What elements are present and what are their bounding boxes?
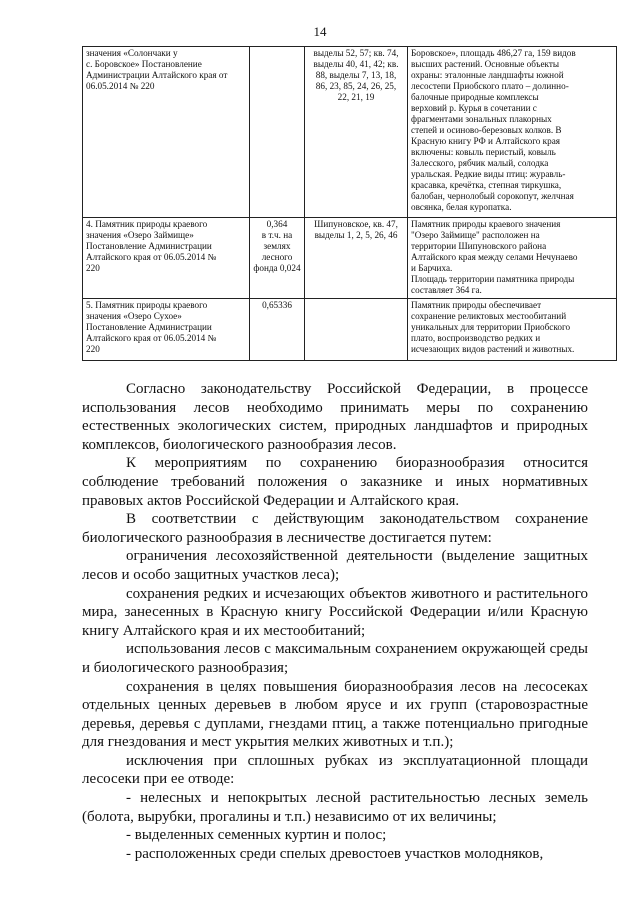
page-number: 14 xyxy=(313,24,327,39)
table-cell-name xyxy=(83,47,250,218)
cell-line: составляет 364 га. xyxy=(411,285,482,295)
cell-line: выделы 52, 57; кв. 74, xyxy=(313,48,399,58)
paragraph: К мероприятиям по сохранению биоразнообразия относится соблюдение требований положения о заказнике и иных нормативных правовых актов Российской Федерации и Алтайского края. xyxy=(82,455,588,509)
cell-line: уникальных для территории Приобского xyxy=(411,322,571,332)
table-cell-description xyxy=(408,47,617,218)
table-cell-location xyxy=(305,218,408,299)
cell-line: Администрации Алтайского края от xyxy=(86,70,228,80)
cell-line: Алтайского края от 06.05.2014 № xyxy=(86,333,217,343)
cell-line: 220 xyxy=(86,344,100,354)
cell-line: 4. Памятник природы краевого xyxy=(86,219,208,229)
list-item: - расположенных среди спелых древостоев участков молодняков, xyxy=(126,845,544,862)
cell-line: выделы 1, 2, 5, 26, 46 xyxy=(314,230,398,240)
cell-line: охраны: эталонные ландшафты южной xyxy=(411,70,564,80)
protected-areas-table xyxy=(82,46,617,361)
cell-line: Алтайского края между селами Нечунаево xyxy=(411,252,578,262)
cell-line: лесостепи Приобского плато – долинно- xyxy=(411,81,569,91)
paragraph: исключения при сплошных рубках из эксплуатационной площади лесосеки при ее отводе: xyxy=(82,752,588,788)
table-cell-name xyxy=(83,299,250,361)
cell-line: территории Шипуновского района xyxy=(411,241,547,251)
list-item: - нелесных и непокрытых лесной растительностью лесных земель (болота, вырубки, прогалины и т.п.) независимо от их величины; xyxy=(82,790,588,825)
cell-line: исчезающих видов растений и животных. xyxy=(411,344,575,354)
cell-line: включены: ковыль перистый, ковыль xyxy=(411,147,556,157)
cell-line: Боровское», площадь 486,27 га, 159 видов xyxy=(411,48,576,58)
cell-line: Шипуновское, кв. 47, xyxy=(314,219,398,229)
table-cell-location xyxy=(305,299,408,361)
cell-line: лесного xyxy=(261,252,293,262)
paragraph: ограничения лесохозяйственной деятельности (выделение защитных лесов и особо защитных участков леса); xyxy=(82,548,588,583)
cell-line: "Озеро Займище" расположен на xyxy=(411,230,540,240)
table-cell-name xyxy=(83,218,250,299)
cell-line: землях xyxy=(263,241,291,251)
cell-line: фрагментами зональных плакорных xyxy=(411,114,552,124)
cell-line: высших растений. Основные объекты xyxy=(411,59,560,69)
cell-line: Алтайского края от 06.05.2014 № xyxy=(86,252,217,262)
cell-line: и Барчиха. xyxy=(411,263,453,273)
cell-line: Постановление Администрации xyxy=(86,322,212,332)
table-cell-area xyxy=(250,47,305,218)
cell-line: с. Боровское» Постановление xyxy=(86,59,202,69)
table-row xyxy=(83,218,617,299)
cell-line: выделы 40, 41, 42; кв. xyxy=(313,59,399,69)
table-cell-area xyxy=(250,299,305,361)
cell-line: 220 xyxy=(86,263,100,273)
table-cell-description xyxy=(408,299,617,361)
paragraph: В соответствии с действующим законодательством сохранение биологического разнообразия в лесничестве достигается путем: xyxy=(82,511,588,546)
cell-line: Памятник природы обеспечивает xyxy=(411,300,542,310)
cell-line: 88, выделы 7, 13, 18, xyxy=(315,70,397,80)
cell-line: Памятник природы краевого значения xyxy=(411,219,561,229)
cell-line: овсянка, белая куропатка. xyxy=(411,202,512,212)
cell-line: красавка, кречётка, степная тиркушка, xyxy=(411,180,562,190)
cell-line: 0,364 xyxy=(266,219,288,229)
table-cell-description xyxy=(408,218,617,299)
table-row xyxy=(83,47,617,218)
cell-line: степей и осиново-березовых колков. В xyxy=(411,125,562,135)
cell-line: балочные природные комплексы xyxy=(411,92,539,102)
cell-line: 0,65336 xyxy=(262,300,292,310)
cell-line: Площадь территории памятника природы xyxy=(411,274,575,284)
cell-line: в т.ч. на xyxy=(261,230,293,240)
paragraph: Согласно законодательству Российской Федерации, в процессе использования лесов необходимо принимать меры по сохранению естественных экологических систем, природных ландшафтов и природных комплексов, биологического разнообразия лесов. xyxy=(82,381,588,453)
cell-line: Красную книгу РФ и Алтайского края xyxy=(411,136,561,146)
cell-line: балобан, чернолобый сорокопут, желчная xyxy=(411,191,574,201)
cell-line: 86, 23, 85, 24, 26, 25, xyxy=(315,81,397,91)
table-cell-area xyxy=(250,218,305,299)
paragraph: сохранения редких и исчезающих объектов животного и растительного мира, занесенных в Красную книгу Российской Федерации и/или Красную книгу Алтайского края и их местообитаний; xyxy=(82,585,588,639)
cell-line: Залесского, рябчик малый, солодка xyxy=(411,158,549,168)
table-cell-location xyxy=(305,47,408,218)
paragraph: сохранения в целях повышения биоразнообразия лесов на лесосеках отдельных ценных деревьев в любом ярусе и их групп (старовозрастные деревья, деревья с дуплами, гнездами птиц, а также потенциально пригодные для гнездования и мест укрытия мелких животных и т.п.); xyxy=(82,678,588,751)
paragraph: использования лесов с максимальным сохранением окружающей среды и биологического разнообразия; xyxy=(82,641,588,676)
cell-line: значения «Озеро Займище» xyxy=(86,230,194,240)
body-text xyxy=(82,380,588,863)
cell-line: 22, 21, 19 xyxy=(337,92,375,102)
cell-line: плато, воспроизводство редких и xyxy=(411,333,541,343)
cell-line: 5. Памятник природы краевого xyxy=(86,300,208,310)
cell-line: 06.05.2014 № 220 xyxy=(86,81,155,91)
table-row xyxy=(83,299,617,361)
cell-line: уральская. Редкие виды птиц: журавль- xyxy=(411,169,566,179)
cell-line: сохранение реликтовых местообитаний xyxy=(411,311,567,321)
cell-line: фонда 0,024 xyxy=(253,263,301,273)
cell-line: верховий р. Курья в сочетании с xyxy=(411,103,537,113)
list-item: - выделенных семенных куртин и полос; xyxy=(126,827,387,844)
cell-line: значения «Солончаки у xyxy=(86,48,178,58)
cell-line: Постановление Администрации xyxy=(86,241,212,251)
cell-line: значения «Озеро Сухое» xyxy=(86,311,182,321)
